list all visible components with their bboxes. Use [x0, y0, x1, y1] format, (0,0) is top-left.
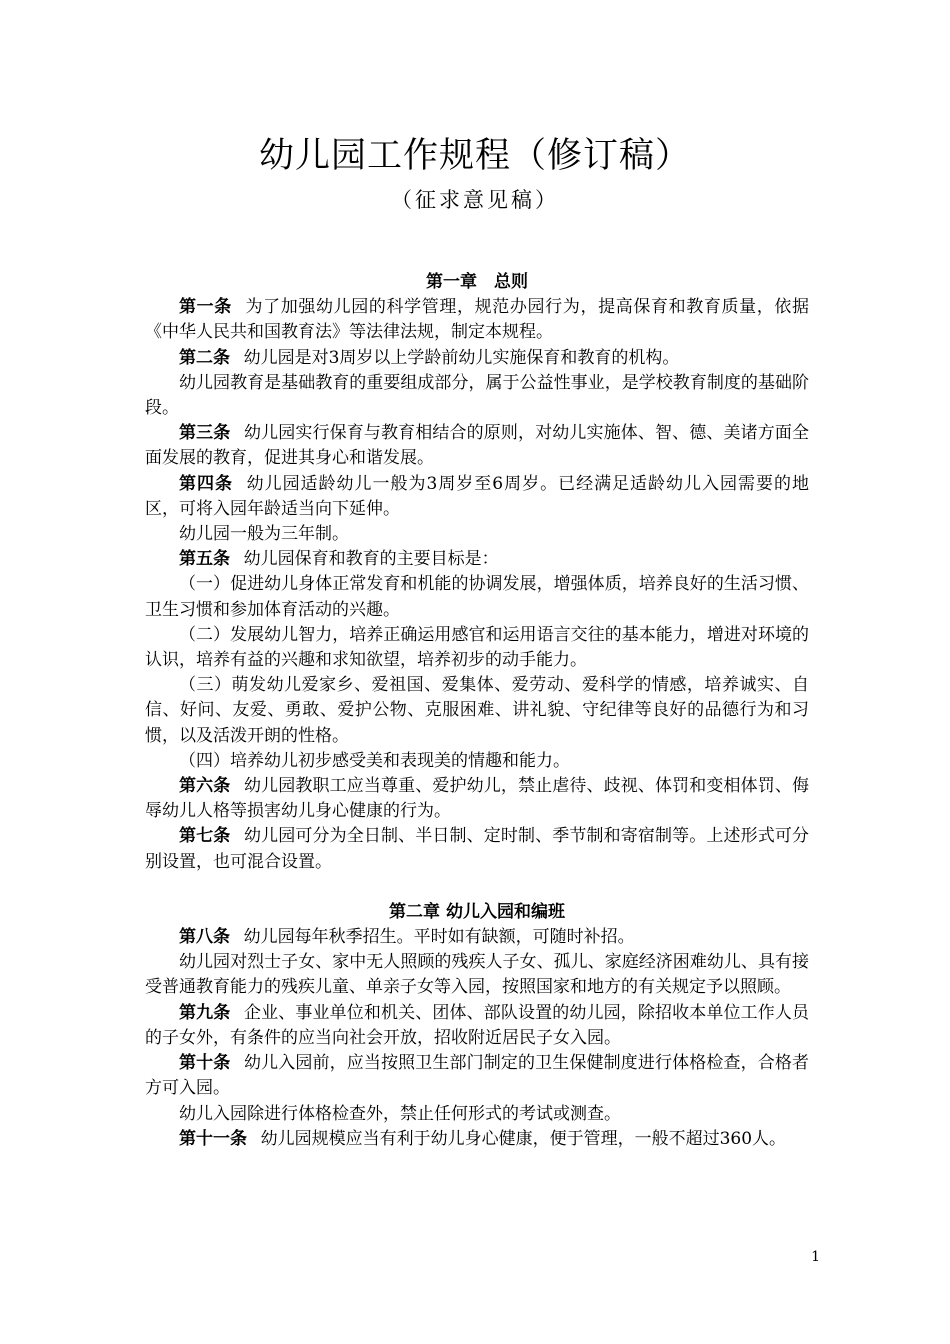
- article-label: 第十条: [179, 1053, 231, 1074]
- article-text: 幼儿园保育和教育的主要目标是：: [243, 549, 499, 570]
- article-paragraph: [145, 421, 809, 471]
- article-label: 第二条: [179, 347, 230, 368]
- article-text: 幼儿园教职工应当尊重、爱护幼儿，禁止虐待、歧视、体罚和变相体罚、侮辱幼儿人格等损害幼儿身心健康的行为。: [145, 776, 810, 822]
- article-text: （二）发展幼儿智力，培养正确运用感官和运用语言交往的基本能力，增进对环境的认识，培养有益的兴趣和求知欲望，培养初步的动手能力。: [145, 624, 809, 671]
- article-paragraph: [145, 371, 809, 421]
- article-paragraph: [145, 572, 809, 622]
- article-text: （三）萌发幼儿爱家乡、爱祖国、爱集体、爱劳动、爱科学的情感，培养诚实、自信、好问、友爱、勇敢、爱护公物、克服困难、讲礼貌、守纪律等良好的品德行为和习惯，以及活泼开朗的性格。: [145, 675, 809, 746]
- article-text: 幼儿园规模应当有利于幼儿身心健康，便于管理，一般不超过360人。: [260, 1128, 787, 1149]
- article-paragraph: [145, 623, 809, 673]
- article-label: 第八条: [179, 927, 230, 948]
- article-paragraph: [145, 824, 809, 874]
- article-text: 幼儿园对烈士子女、家中无人照顾的残疾人子女、孤儿、家庭经济困难幼儿、具有接受普通教育能力的残疾儿童、单亲子女等入园，按照国家和地方的有关规定予以照顾。: [145, 952, 809, 998]
- article-text: 幼儿入园前，应当按照卫生部门制定的卫生保健制度进行体格检查，合格者方可入园。: [145, 1053, 810, 1099]
- article-label: 第五条: [179, 549, 230, 570]
- article-label: 第十一条: [179, 1128, 247, 1149]
- article-paragraph: [145, 950, 809, 1000]
- article-paragraph: [145, 1001, 809, 1051]
- document-title: 幼儿园工作规程（修订稿）: [258, 136, 691, 176]
- article-text: 幼儿园实行保育与教育相结合的原则，对幼儿实施体、智、德、美诸方面全面发展的教育，促进其身心和谐发展。: [145, 423, 810, 469]
- article-paragraph: [145, 749, 809, 774]
- article-paragraph: [145, 1127, 809, 1152]
- article-text: 幼儿园是对3周岁以上学龄前幼儿实施保育和教育的机构。: [243, 347, 680, 368]
- article-paragraph: [145, 547, 809, 572]
- document-body: [145, 270, 809, 1152]
- chapter-1-content: [145, 295, 809, 875]
- article-paragraph: [145, 346, 809, 371]
- article-text: 为了加强幼儿园的科学管理，规范办园行为，提高保育和教育质量，依据《中华人民共和国教育法》等法律法规，制定本规程。: [145, 297, 810, 343]
- document-subtitle: （征求意见稿）: [391, 188, 559, 212]
- article-text: 幼儿园每年秋季招生。平时如有缺额，可随时补招。: [243, 927, 635, 948]
- article-label: 第六条: [179, 776, 231, 797]
- article-text: （一）促进幼儿身体正常发育和机能的协调发展，增强体质，培养良好的生活习惯、卫生习惯和参加体育活动的兴趣。: [145, 574, 809, 620]
- article-label: 第四条: [179, 473, 233, 494]
- article-label: 第九条: [179, 1002, 231, 1023]
- article-label: 第七条: [179, 826, 231, 847]
- chapter-2-content: [145, 925, 809, 1152]
- article-text: 企业、事业单位和机关、团体、部队设置的幼儿园，除招收本单位工作人员的子女外，有条件的应当向社会开放，招收附近居民子女入园。: [145, 1002, 810, 1048]
- article-paragraph: [145, 673, 809, 749]
- article-text: 幼儿园可分为全日制、半日制、定时制、季节制和寄宿制等。上述形式可分别设置，也可混合设置。: [145, 826, 810, 872]
- article-paragraph: [145, 472, 809, 522]
- chapter-heading: 第二章 幼儿入园和编班: [389, 901, 565, 922]
- article-paragraph: [145, 522, 809, 547]
- article-text: 幼儿入园除进行体格检查外，禁止任何形式的考试或测查。: [179, 1103, 621, 1124]
- article-paragraph: [145, 295, 809, 345]
- article-paragraph: [145, 925, 809, 950]
- article-text: （四）培养幼儿初步感受美和表现美的情趣和能力。: [179, 750, 570, 771]
- article-paragraph: [145, 1102, 809, 1127]
- article-paragraph: [145, 774, 809, 824]
- article-label: 第一条: [179, 297, 232, 318]
- article-text: 幼儿园教育是基础教育的重要组成部分，属于公益性事业，是学校教育制度的基础阶段。: [145, 372, 809, 419]
- article-paragraph: [145, 1051, 809, 1101]
- article-label: 第三条: [179, 423, 231, 444]
- chapter-heading: 第一章 总则: [426, 272, 528, 292]
- page-number: 1: [811, 1249, 820, 1265]
- article-text: 幼儿园适龄幼儿一般为3周岁至6周岁。已经满足适龄幼儿入园需要的地区，可将入园年龄适当向下延伸。: [145, 473, 809, 519]
- article-text: 幼儿园一般为三年制。: [179, 524, 349, 545]
